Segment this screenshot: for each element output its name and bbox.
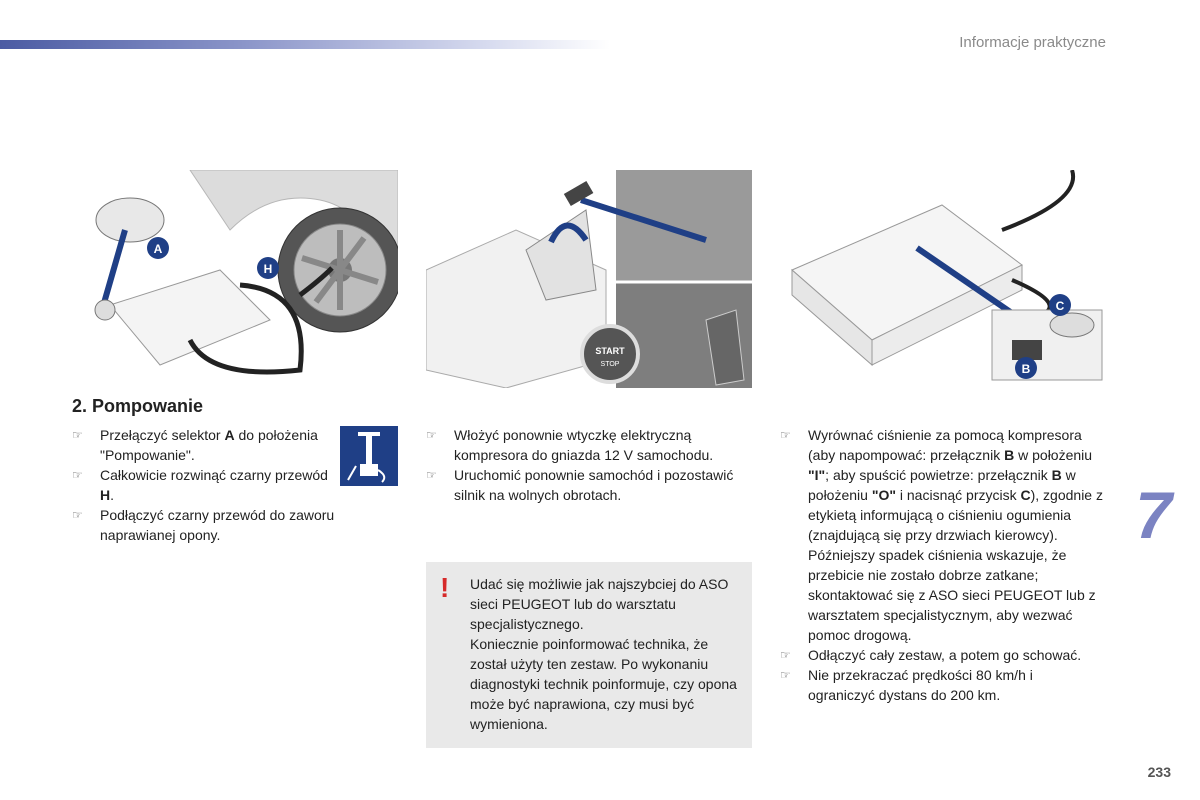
pointing-hand-icon: ☞ xyxy=(72,508,83,522)
section-title: 2. Pompowanie xyxy=(72,396,204,416)
exclamation-icon: ! xyxy=(440,572,450,603)
plug-start-illustration xyxy=(426,170,752,388)
list-item: ☞ Nie przekraczać prędkości 80 km/h i ograniczyć dystans do 200 km. xyxy=(780,667,1033,703)
list-item: ☞ Wyrównać ciśnienie za pomocą kompresora (aby napompować: przełącznik B w położeniu "I"; aby spuścić powietrze: przełącznik B w położeniu "O" i nacisnąć przycisk C), zgodnie z etykietą informującą o ciśnieniu ogumienia (znajdującą się przy drzwiach kierowcy). Późniejszy spadek ciśnienia wskazuje, że przebicie nie zostało dobrze zatkane; skontaktować się z ASO sieci PEUGEOT lub z warsztatem specjalistycznym, aby wezwać pomoc drogową. xyxy=(780,425,1108,645)
column-2 xyxy=(426,425,756,505)
warning-text xyxy=(470,574,740,734)
start-label: START xyxy=(595,346,625,356)
warning-box xyxy=(426,562,752,748)
chapter-number: 7 xyxy=(1135,478,1172,552)
figure-plug-start xyxy=(426,170,752,388)
list-item: ☞ Podłączyć czarny przewód do zaworu naprawianej opony. xyxy=(72,507,335,543)
pointing-hand-icon: ☞ xyxy=(72,468,83,482)
figure-wheel-compressor xyxy=(70,170,398,388)
pointing-hand-icon: ☞ xyxy=(426,468,437,482)
label-h: H xyxy=(263,262,273,276)
list-item: ☞ Przełączyć selektor A do położenia "Pompowanie". xyxy=(72,427,318,463)
figure-compressor-switches xyxy=(782,170,1106,388)
pointing-hand-icon: ☞ xyxy=(72,428,83,442)
label-c: C xyxy=(1055,299,1065,313)
warning-paragraph-1: Udać się możliwie jak najszybciej do ASO sieci PEUGEOT lub do warsztatu specjalistycznego. xyxy=(470,576,729,632)
note-paragraph: Późniejszy spadek ciśnienia wskazuje, że przebicie nie zostało dobrze zatkane; skontaktować się z ASO sieci PEUGEOT lub z warsztatem specjalistycznym, aby wezwać pomoc drogową. xyxy=(808,547,1096,643)
column-1 xyxy=(72,425,337,545)
column-3 xyxy=(780,425,1120,705)
pointing-hand-icon: ☞ xyxy=(426,428,437,442)
list-item: ☞ Odłączyć cały zestaw, a potem go schować. xyxy=(780,647,1082,663)
pointing-hand-icon: ☞ xyxy=(780,428,791,442)
list-item: ☞ Całkowicie rozwinąć czarny przewód H. xyxy=(72,467,328,503)
pointing-hand-icon: ☞ xyxy=(780,668,791,682)
pointing-hand-icon: ☞ xyxy=(780,648,791,662)
warning-paragraph-2: Koniecznie poinformować technika, że został użyty ten zestaw. Po wykonaniu diagnostyki technik poinformuje, czy opona może być naprawiona, czy musi być wymieniona. xyxy=(470,636,737,732)
section-header: Informacje praktyczne xyxy=(959,34,1106,51)
label-b: B xyxy=(1021,362,1031,376)
pump-icon xyxy=(340,426,398,486)
page-number: 233 xyxy=(1147,764,1171,780)
stop-label: STOP xyxy=(600,361,620,368)
wheel-compressor-illustration xyxy=(70,170,398,388)
label-a: A xyxy=(153,242,163,256)
compressor-switches-illustration xyxy=(782,170,1106,388)
list-item: ☞ Uruchomić ponownie samochód i pozostawić silnik na wolnych obrotach. xyxy=(426,467,734,503)
header-color-bar xyxy=(0,40,610,49)
list-item: ☞ Włożyć ponownie wtyczkę elektryczną kompresora do gniazda 12 V samochodu. xyxy=(426,427,714,463)
